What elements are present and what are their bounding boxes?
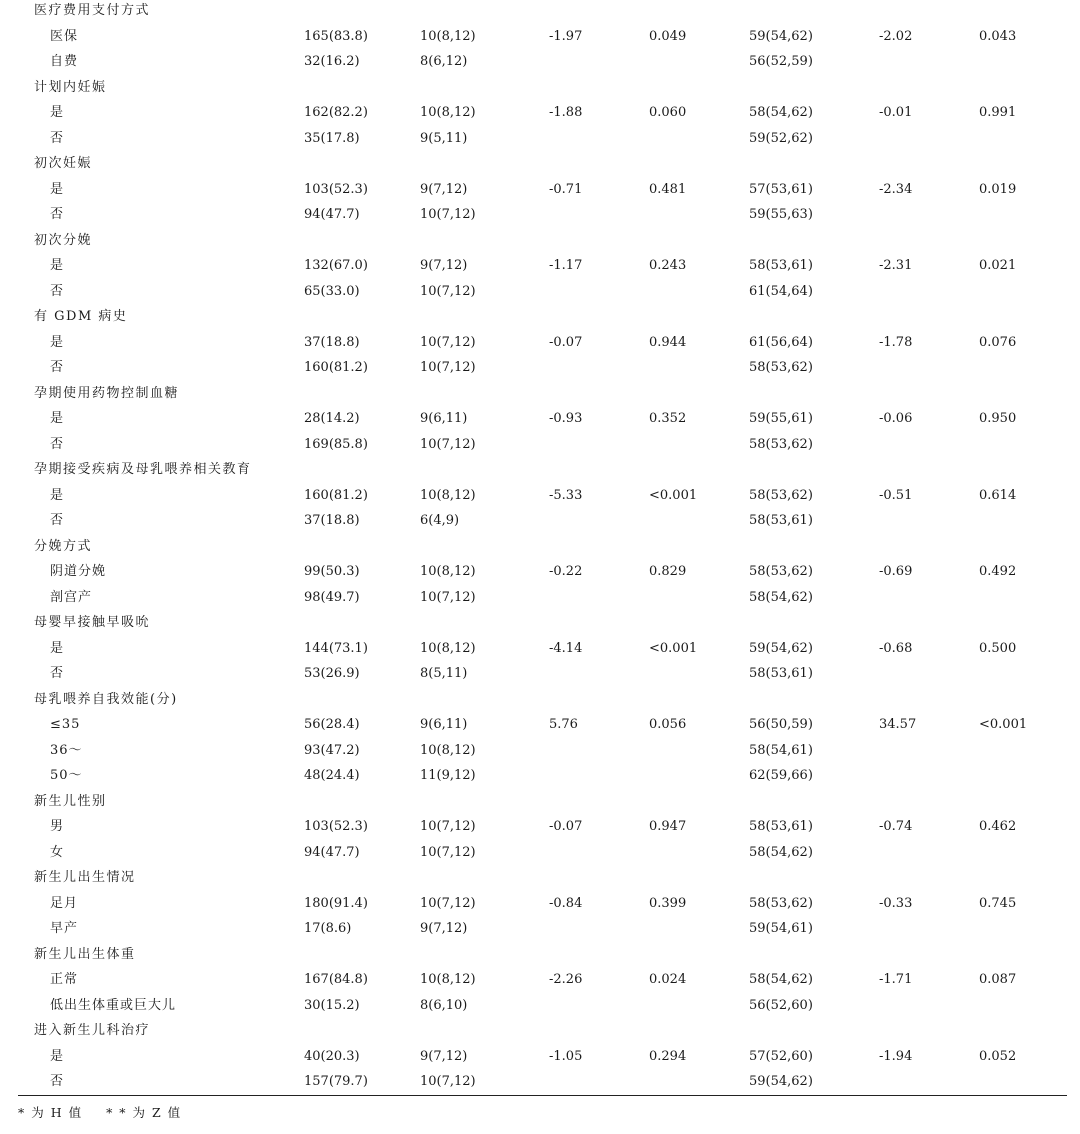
group-label: 新生儿性别 bbox=[34, 793, 107, 809]
cell-n-percent: 165(83.8) bbox=[304, 28, 368, 44]
cell-stat-1: -5.33 bbox=[549, 487, 583, 503]
cell-median-2: 58(54,62) bbox=[749, 105, 813, 120]
group-header-row bbox=[0, 865, 1080, 891]
cell-median-2: 61(56,64) bbox=[749, 334, 813, 350]
cell-median-2: 59(55,63) bbox=[749, 207, 813, 222]
footnote-h-value: * 为 H 值 bbox=[18, 1105, 83, 1120]
row-label: 是 bbox=[50, 258, 65, 273]
cell-n-percent: 98(49.7) bbox=[304, 589, 360, 605]
cell-p-1: 0.947 bbox=[649, 819, 687, 834]
group-label: 孕期接受疾病及母乳喂养相关教育 bbox=[34, 462, 252, 477]
cell-p-1: 0.944 bbox=[649, 334, 687, 350]
group-label: 医疗费用支付方式 bbox=[34, 3, 151, 18]
cell-p-1: <0.001 bbox=[649, 487, 698, 503]
cell-n-percent: 48(24.4) bbox=[304, 768, 360, 783]
cell-median-1: 10(8,12) bbox=[420, 972, 476, 987]
cell-median-1: 10(8,12) bbox=[420, 105, 476, 120]
cell-p-2: 0.021 bbox=[979, 258, 1017, 273]
cell-n-percent: 93(47.2) bbox=[304, 742, 360, 758]
cell-median-1: 10(7,12) bbox=[420, 819, 476, 834]
cell-median-2: 58(54,61) bbox=[749, 742, 813, 758]
table-footnote bbox=[18, 1103, 200, 1121]
cell-median-2: 58(53,61) bbox=[749, 666, 813, 681]
cell-n-percent: 30(15.2) bbox=[304, 997, 360, 1013]
cell-stat-2: -2.02 bbox=[879, 28, 913, 44]
cell-n-percent: 56(28.4) bbox=[304, 717, 360, 732]
cell-median-2: 58(54,62) bbox=[749, 844, 813, 860]
group-header-row bbox=[0, 687, 1080, 713]
cell-stat-1: -0.07 bbox=[549, 334, 583, 350]
cell-median-1: 10(8,12) bbox=[420, 28, 476, 44]
group-label: 新生儿出生体重 bbox=[34, 946, 136, 962]
cell-median-2: 58(53,62) bbox=[749, 895, 813, 911]
table-row bbox=[0, 330, 1080, 356]
cell-n-percent: 180(91.4) bbox=[304, 895, 368, 911]
group-label: 新生儿出生情况 bbox=[34, 870, 136, 885]
cell-n-percent: 160(81.2) bbox=[304, 487, 368, 503]
cell-stat-2: -0.01 bbox=[879, 105, 913, 120]
cell-n-percent: 162(82.2) bbox=[304, 105, 368, 120]
table-row bbox=[0, 1069, 1080, 1095]
cell-p-1: 0.056 bbox=[649, 717, 687, 732]
group-header-row bbox=[0, 151, 1080, 177]
cell-median-1: 11(9,12) bbox=[420, 768, 476, 783]
cell-n-percent: 167(84.8) bbox=[304, 972, 368, 987]
cell-median-1: 10(8,12) bbox=[420, 742, 476, 758]
cell-median-2: 59(54,61) bbox=[749, 921, 813, 936]
cell-median-2: 58(53,61) bbox=[749, 258, 813, 273]
table-row bbox=[0, 916, 1080, 942]
cell-p-2: 0.052 bbox=[979, 1048, 1017, 1064]
cell-n-percent: 99(50.3) bbox=[304, 564, 360, 579]
table-row bbox=[0, 661, 1080, 687]
table-row bbox=[0, 177, 1080, 203]
group-label: 有 GDM 病史 bbox=[34, 309, 128, 324]
row-label: 否 bbox=[50, 1074, 65, 1089]
cell-median-1: 8(5,11) bbox=[420, 666, 468, 681]
cell-stat-1: -2.26 bbox=[549, 972, 583, 987]
cell-n-percent: 40(20.3) bbox=[304, 1048, 360, 1064]
cell-stat-1: -4.14 bbox=[549, 640, 583, 656]
table-row bbox=[0, 355, 1080, 381]
cell-p-2: 0.492 bbox=[979, 564, 1017, 579]
row-label: 低出生体重或巨大儿 bbox=[50, 997, 177, 1013]
table-row bbox=[0, 406, 1080, 432]
cell-median-2: 58(53,61) bbox=[749, 513, 813, 528]
cell-p-1: 0.481 bbox=[649, 181, 687, 197]
cell-median-1: 10(7,12) bbox=[420, 589, 476, 605]
group-label: 母婴早接触早吸吮 bbox=[34, 615, 151, 630]
row-label: 阴道分娩 bbox=[50, 564, 107, 579]
row-label: 医保 bbox=[50, 28, 79, 44]
cell-stat-2: -0.06 bbox=[879, 411, 913, 426]
cell-n-percent: 37(18.8) bbox=[304, 334, 360, 350]
group-label: 初次妊娠 bbox=[34, 156, 93, 171]
cell-median-2: 58(53,62) bbox=[749, 564, 813, 579]
cell-p-1: 0.294 bbox=[649, 1048, 687, 1064]
group-header-row bbox=[0, 1018, 1080, 1044]
cell-p-2: 0.991 bbox=[979, 105, 1017, 120]
cell-median-1: 6(4,9) bbox=[420, 513, 460, 528]
cell-median-1: 10(7,12) bbox=[420, 334, 476, 350]
cell-p-2: 0.745 bbox=[979, 895, 1017, 911]
cell-median-2: 58(53,62) bbox=[749, 487, 813, 503]
cell-median-2: 58(54,62) bbox=[749, 972, 813, 987]
cell-p-1: <0.001 bbox=[649, 640, 698, 656]
cell-median-1: 10(7,12) bbox=[420, 895, 476, 911]
group-label: 母乳喂养自我效能(分) bbox=[34, 691, 178, 707]
table-row bbox=[0, 636, 1080, 662]
table-row bbox=[0, 126, 1080, 152]
table-row bbox=[0, 483, 1080, 509]
row-label: 男 bbox=[50, 819, 65, 834]
cell-stat-1: -1.97 bbox=[549, 28, 583, 44]
cell-n-percent: 32(16.2) bbox=[304, 54, 360, 69]
cell-median-1: 9(7,12) bbox=[420, 181, 468, 197]
table-row bbox=[0, 253, 1080, 279]
cell-n-percent: 65(33.0) bbox=[304, 283, 360, 299]
cell-stat-2: -1.94 bbox=[879, 1048, 913, 1064]
table-row bbox=[0, 24, 1080, 50]
row-label: 是 bbox=[50, 640, 65, 656]
cell-p-2: 0.462 bbox=[979, 819, 1017, 834]
group-header-row bbox=[0, 304, 1080, 330]
cell-p-2: 0.950 bbox=[979, 411, 1017, 426]
cell-n-percent: 103(52.3) bbox=[304, 181, 368, 197]
row-label: 正常 bbox=[50, 972, 79, 987]
cell-median-2: 61(54,64) bbox=[749, 283, 813, 299]
row-label: 剖宫产 bbox=[50, 589, 93, 605]
cell-stat-1: -0.07 bbox=[549, 819, 583, 834]
cell-median-1: 10(7,12) bbox=[420, 436, 476, 452]
cell-p-1: 0.060 bbox=[649, 105, 687, 120]
cell-median-2: 57(53,61) bbox=[749, 181, 813, 197]
group-label: 初次分娩 bbox=[34, 232, 93, 248]
cell-median-2: 58(54,62) bbox=[749, 589, 813, 605]
cell-stat-1: -0.22 bbox=[549, 564, 583, 579]
cell-n-percent: 160(81.2) bbox=[304, 360, 368, 375]
row-label: 否 bbox=[50, 666, 65, 681]
group-header-row bbox=[0, 610, 1080, 636]
group-label: 分娩方式 bbox=[34, 538, 93, 554]
row-label: 足月 bbox=[50, 895, 79, 911]
cell-stat-1: -0.71 bbox=[549, 181, 583, 197]
table-row bbox=[0, 279, 1080, 305]
table-row bbox=[0, 993, 1080, 1019]
row-label: 是 bbox=[50, 334, 65, 350]
table-row bbox=[0, 840, 1080, 866]
table-row bbox=[0, 763, 1080, 789]
group-header-row bbox=[0, 228, 1080, 254]
cell-p-2: 0.087 bbox=[979, 972, 1017, 987]
group-header-row bbox=[0, 534, 1080, 560]
row-label: 早产 bbox=[50, 921, 79, 936]
cell-median-2: 56(50,59) bbox=[749, 717, 813, 732]
cell-median-2: 59(54,62) bbox=[749, 28, 813, 44]
table-row bbox=[0, 967, 1080, 993]
cell-median-1: 10(8,12) bbox=[420, 487, 476, 503]
row-label: 是 bbox=[50, 487, 65, 503]
cell-p-2: 0.043 bbox=[979, 28, 1017, 44]
table-row bbox=[0, 508, 1080, 534]
cell-stat-2: -2.34 bbox=[879, 181, 913, 197]
group-header-row bbox=[0, 0, 1080, 24]
cell-stat-2: -1.71 bbox=[879, 972, 913, 987]
cell-n-percent: 17(8.6) bbox=[304, 921, 352, 936]
cell-stat-1: 5.76 bbox=[549, 717, 578, 732]
cell-p-1: 0.049 bbox=[649, 28, 687, 44]
cell-stat-1: -1.88 bbox=[549, 105, 583, 120]
cell-n-percent: 103(52.3) bbox=[304, 819, 368, 834]
table-row bbox=[0, 100, 1080, 126]
row-label: 否 bbox=[50, 207, 65, 222]
cell-n-percent: 132(67.0) bbox=[304, 258, 368, 273]
cell-median-1: 10(7,12) bbox=[420, 1074, 476, 1089]
table-row bbox=[0, 891, 1080, 917]
cell-median-1: 8(6,12) bbox=[420, 54, 468, 69]
cell-median-1: 10(7,12) bbox=[420, 844, 476, 860]
group-label: 进入新生儿科治疗 bbox=[34, 1023, 151, 1038]
cell-median-2: 62(59,66) bbox=[749, 768, 813, 783]
cell-n-percent: 35(17.8) bbox=[304, 130, 360, 146]
row-label: 自费 bbox=[50, 54, 79, 69]
cell-n-percent: 144(73.1) bbox=[304, 640, 368, 656]
table-row bbox=[0, 432, 1080, 458]
row-label: 否 bbox=[50, 360, 65, 375]
cell-median-2: 56(52,60) bbox=[749, 997, 813, 1013]
cell-n-percent: 94(47.7) bbox=[304, 207, 360, 222]
row-label: 否 bbox=[50, 130, 65, 146]
cell-median-1: 10(7,12) bbox=[420, 207, 476, 222]
cell-median-1: 10(8,12) bbox=[420, 564, 476, 579]
row-label: 是 bbox=[50, 181, 65, 197]
table-row bbox=[0, 814, 1080, 840]
group-header-row bbox=[0, 381, 1080, 407]
row-label: 是 bbox=[50, 105, 65, 120]
cell-n-percent: 53(26.9) bbox=[304, 666, 360, 681]
cell-median-1: 9(7,12) bbox=[420, 258, 468, 273]
cell-median-2: 56(52,59) bbox=[749, 54, 813, 69]
cell-median-1: 10(8,12) bbox=[420, 640, 476, 656]
cell-median-2: 58(53,61) bbox=[749, 819, 813, 834]
row-label: ≤35 bbox=[50, 717, 81, 732]
cell-p-1: 0.352 bbox=[649, 411, 687, 426]
cell-n-percent: 169(85.8) bbox=[304, 436, 368, 452]
cell-median-1: 10(7,12) bbox=[420, 283, 476, 299]
table-bottom-rule bbox=[18, 1095, 1067, 1096]
row-label: 36～ bbox=[50, 742, 83, 758]
table-row bbox=[0, 712, 1080, 738]
cell-p-2: 0.019 bbox=[979, 181, 1017, 197]
cell-stat-2: -0.69 bbox=[879, 564, 913, 579]
cell-median-2: 57(52,60) bbox=[749, 1048, 813, 1064]
cell-median-1: 10(7,12) bbox=[420, 360, 476, 375]
cell-stat-1: -1.17 bbox=[549, 258, 583, 273]
footnote-z-value: * * 为 Z 值 bbox=[106, 1105, 182, 1120]
cell-stat-2: -0.51 bbox=[879, 487, 913, 503]
table-row bbox=[0, 1044, 1080, 1070]
cell-stat-2: -2.31 bbox=[879, 258, 913, 273]
cell-median-1: 9(6,11) bbox=[420, 411, 468, 426]
table-row bbox=[0, 202, 1080, 228]
cell-p-2: 0.614 bbox=[979, 487, 1017, 503]
cell-p-1: 0.024 bbox=[649, 972, 687, 987]
table-row bbox=[0, 559, 1080, 585]
group-header-row bbox=[0, 457, 1080, 483]
cell-n-percent: 94(47.7) bbox=[304, 844, 360, 860]
cell-n-percent: 28(14.2) bbox=[304, 411, 360, 426]
row-label: 是 bbox=[50, 411, 65, 426]
cell-stat-2: -0.68 bbox=[879, 640, 913, 656]
cell-p-2: 0.076 bbox=[979, 334, 1017, 350]
cell-n-percent: 157(79.7) bbox=[304, 1074, 368, 1089]
group-header-row bbox=[0, 789, 1080, 815]
cell-median-1: 9(6,11) bbox=[420, 717, 468, 732]
group-label: 计划内妊娠 bbox=[34, 79, 107, 95]
cell-p-2: <0.001 bbox=[979, 717, 1028, 732]
cell-stat-2: 34.57 bbox=[879, 717, 917, 732]
group-label: 孕期使用药物控制血糖 bbox=[34, 385, 180, 401]
cell-stat-1: -0.84 bbox=[549, 895, 583, 911]
row-label: 否 bbox=[50, 436, 65, 452]
row-label: 50～ bbox=[50, 768, 83, 783]
cell-n-percent: 37(18.8) bbox=[304, 513, 360, 528]
cell-stat-2: -0.74 bbox=[879, 819, 913, 834]
table-row bbox=[0, 738, 1080, 764]
row-label: 否 bbox=[50, 283, 65, 299]
row-label: 女 bbox=[50, 844, 65, 860]
cell-stat-1: -1.05 bbox=[549, 1048, 583, 1064]
cell-median-1: 9(7,12) bbox=[420, 921, 468, 936]
cell-median-2: 59(55,61) bbox=[749, 411, 813, 426]
cell-stat-2: -1.78 bbox=[879, 334, 913, 350]
cell-median-2: 59(52,62) bbox=[749, 130, 813, 146]
cell-p-1: 0.829 bbox=[649, 564, 687, 579]
cell-stat-1: -0.93 bbox=[549, 411, 583, 426]
row-label: 是 bbox=[50, 1048, 65, 1064]
cell-median-1: 8(6,10) bbox=[420, 997, 468, 1013]
cell-p-2: 0.500 bbox=[979, 640, 1017, 656]
cell-median-2: 58(53,62) bbox=[749, 360, 813, 375]
cell-median-2: 59(54,62) bbox=[749, 1074, 813, 1089]
table-row bbox=[0, 49, 1080, 75]
group-header-row bbox=[0, 75, 1080, 101]
group-header-row bbox=[0, 942, 1080, 968]
cell-p-1: 0.399 bbox=[649, 895, 687, 911]
table-row bbox=[0, 585, 1080, 611]
cell-median-1: 9(5,11) bbox=[420, 130, 468, 146]
cell-median-2: 59(54,62) bbox=[749, 640, 813, 656]
cell-stat-2: -0.33 bbox=[879, 895, 913, 911]
row-label: 否 bbox=[50, 513, 65, 528]
cell-p-1: 0.243 bbox=[649, 258, 687, 273]
cell-median-2: 58(53,62) bbox=[749, 436, 813, 452]
cell-median-1: 9(7,12) bbox=[420, 1048, 468, 1064]
